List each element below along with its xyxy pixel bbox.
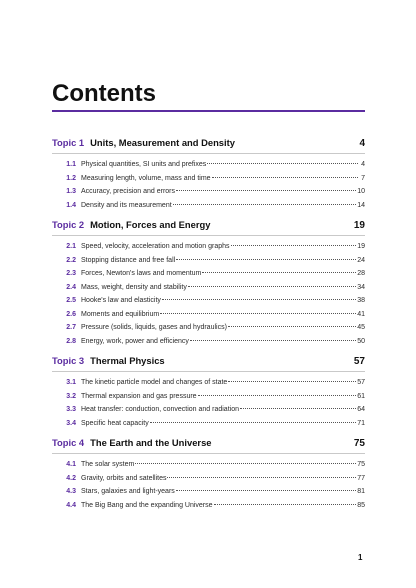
topic-page-number: 75	[353, 438, 365, 449]
toc-entry[interactable]	[52, 335, 365, 349]
topic-title: Thermal Physics	[90, 355, 165, 366]
topic-header[interactable]	[52, 135, 365, 151]
entry-title: Thermal expansion and gas pressure	[81, 392, 197, 400]
dot-leader	[212, 177, 358, 178]
topic-divider	[52, 153, 365, 154]
entry-number: 2.2	[66, 256, 76, 264]
toc-entry[interactable]	[52, 390, 365, 404]
entry-page-number: 71	[357, 419, 365, 427]
entry-number: 2.3	[66, 270, 76, 277]
entry-title: Gravity, orbits and satellites	[81, 474, 167, 482]
topic-section	[52, 353, 365, 430]
topic-number: Topic 1	[52, 137, 85, 148]
entry-title: Stars, galaxies and light-years	[81, 488, 175, 495]
dot-leader	[173, 204, 357, 205]
toc-entry[interactable]	[52, 321, 365, 335]
heading-underline	[52, 110, 365, 112]
dot-leader	[240, 408, 356, 409]
entry-page-number: 85	[357, 501, 365, 509]
entry-number: 2.5	[66, 297, 76, 304]
topic-section	[52, 135, 365, 212]
entry-number: 2.1	[66, 243, 76, 250]
table-of-contents	[52, 135, 365, 517]
toc-entry[interactable]	[52, 281, 365, 295]
dot-leader	[198, 395, 357, 396]
dot-leader	[160, 313, 356, 314]
entry-number: 2.4	[66, 283, 76, 291]
topic-section	[52, 217, 365, 348]
entry-number: 4.3	[66, 488, 76, 495]
entry-page-number: 75	[357, 461, 365, 468]
dot-leader	[188, 286, 356, 287]
toc-entry[interactable]	[52, 158, 365, 172]
entry-number: 1.3	[66, 188, 76, 195]
entry-number: 1.4	[66, 201, 76, 209]
entry-page-number: 50	[357, 337, 365, 345]
topic-title: The Earth and the Universe	[90, 437, 212, 448]
entry-page-number: 41	[357, 310, 365, 318]
topic-title: Motion, Forces and Energy	[90, 219, 211, 230]
toc-entry[interactable]	[52, 294, 365, 308]
dot-leader	[207, 163, 358, 164]
entry-page-number: 4	[361, 161, 365, 168]
dot-leader	[176, 490, 356, 491]
dot-leader	[228, 326, 356, 327]
topic-header[interactable]	[52, 217, 365, 233]
entry-page-number: 19	[357, 243, 365, 250]
toc-entry[interactable]	[52, 172, 365, 186]
dot-leader	[190, 340, 356, 341]
entry-title: The Big Bang and the expanding Universe	[81, 501, 213, 509]
dot-leader	[167, 477, 356, 478]
dot-leader	[231, 245, 357, 246]
entry-page-number: 81	[357, 488, 365, 495]
dot-leader	[150, 422, 357, 423]
dot-leader	[162, 299, 356, 300]
entry-number: 1.1	[66, 161, 76, 168]
toc-entry[interactable]	[52, 199, 365, 213]
entry-title: The kinetic particle model and changes of state	[81, 379, 228, 386]
toc-entry[interactable]	[52, 472, 365, 486]
entry-number: 2.7	[66, 324, 76, 331]
entry-title: Moments and equilibrium	[81, 310, 160, 318]
topic-page-number: 57	[353, 356, 365, 367]
topic-divider	[52, 453, 365, 454]
dot-leader	[214, 504, 357, 505]
entry-page-number: 10	[357, 188, 365, 195]
entry-number: 3.2	[66, 392, 76, 400]
toc-entry[interactable]	[52, 417, 365, 431]
dot-leader	[176, 190, 356, 191]
entry-title: The solar system	[81, 461, 135, 468]
entry-title: Pressure (solids, liquids, gases and hydraulics)	[81, 324, 227, 331]
toc-entry[interactable]	[52, 254, 365, 268]
topic-divider	[52, 371, 365, 372]
entry-page-number: 38	[357, 297, 365, 304]
entry-page-number: 45	[357, 324, 365, 331]
topic-page-number: 4	[359, 138, 365, 149]
entry-title: Mass, weight, density and stability	[81, 283, 187, 291]
entry-number: 4.1	[66, 461, 76, 468]
toc-entry[interactable]	[52, 240, 365, 254]
toc-entry[interactable]	[52, 185, 365, 199]
topic-page-number: 19	[353, 220, 365, 231]
entry-page-number: 34	[357, 283, 365, 291]
dot-leader	[202, 272, 356, 273]
entry-page-number: 64	[357, 406, 365, 413]
entry-number: 2.8	[66, 337, 76, 345]
topic-section	[52, 435, 365, 512]
entry-title: Hooke's law and elasticity	[81, 297, 161, 304]
toc-entry[interactable]	[52, 376, 365, 390]
toc-entry[interactable]	[52, 458, 365, 472]
toc-entry[interactable]	[52, 499, 365, 513]
entry-title: Forces, Newton's laws and momentum	[81, 270, 202, 277]
topic-number: Topic 2	[52, 219, 85, 230]
contents-heading: Contents	[52, 80, 156, 107]
entry-number: 3.3	[66, 406, 76, 413]
topic-divider	[52, 235, 365, 236]
topic-title: Units, Measurement and Density	[90, 137, 235, 148]
topic-header[interactable]	[52, 435, 365, 451]
entry-page-number: 28	[357, 270, 365, 277]
entry-title: Heat transfer: conduction, convection and radiation	[81, 406, 239, 413]
entry-title: Speed, velocity, acceleration and motion graphs	[81, 243, 230, 250]
toc-entry[interactable]	[52, 308, 365, 322]
dot-leader	[135, 463, 356, 464]
entry-page-number: 7	[361, 174, 365, 182]
dot-leader	[176, 259, 356, 260]
entry-title: Measuring length, volume, mass and time	[81, 174, 211, 182]
entry-page-number: 24	[357, 256, 365, 264]
topic-number: Topic 3	[52, 355, 85, 366]
entry-page-number: 77	[357, 474, 365, 482]
entry-title: Density and its measurement	[81, 201, 172, 209]
entry-number: 1.2	[66, 174, 76, 182]
entry-number: 4.4	[66, 501, 76, 509]
entry-title: Energy, work, power and efficiency	[81, 337, 189, 345]
entry-number: 4.2	[66, 474, 76, 482]
entry-page-number: 14	[357, 201, 365, 209]
toc-entry[interactable]	[52, 485, 365, 499]
entry-number: 2.6	[66, 310, 76, 318]
entry-title: Stopping distance and free fall	[81, 256, 176, 264]
toc-entry[interactable]	[52, 403, 365, 417]
entry-title: Accuracy, precision and errors	[81, 188, 176, 195]
topic-header[interactable]	[52, 353, 365, 369]
entry-title: Specific heat capacity	[81, 419, 149, 427]
entry-title: Physical quantities, SI units and prefixes	[81, 161, 207, 168]
entry-page-number: 61	[357, 392, 365, 400]
topic-number: Topic 4	[52, 437, 85, 448]
dot-leader	[228, 381, 356, 382]
entry-number: 3.4	[66, 419, 76, 427]
toc-entry[interactable]	[52, 267, 365, 281]
entry-number: 3.1	[66, 379, 76, 386]
entry-page-number: 57	[357, 379, 365, 386]
page-number: 1	[358, 553, 363, 562]
